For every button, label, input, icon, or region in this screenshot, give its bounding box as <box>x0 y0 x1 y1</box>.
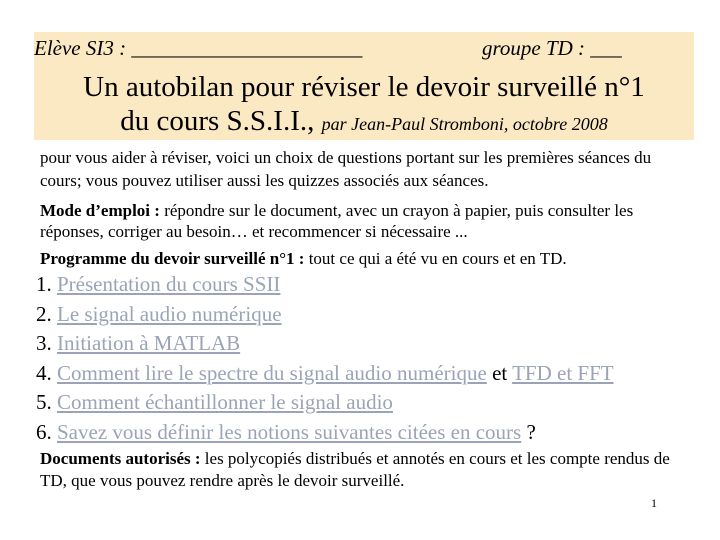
allowed-documents-label: Documents autorisés : <box>40 449 201 468</box>
topic-link-echantillonner[interactable]: Comment échantillonner le signal audio <box>57 390 393 414</box>
page-number: 1 <box>651 496 657 510</box>
topic-number: 4. <box>36 360 57 385</box>
topic-link-presentation[interactable]: Présentation du cours SSII <box>57 272 281 296</box>
topic-number: 3. <box>36 331 57 355</box>
allowed-documents-text: les polycopiés distribués et annotés en cours et les compte rendus de TD, que vous pouvez rendre après le devoir surveillé. <box>40 449 670 490</box>
intro-paragraph: pour vous aider à réviser, voici un choix de questions portant sur les premières séances du cours; vous pouvez utiliser aussi les quizzes associés aux séances. <box>40 148 652 190</box>
topic-link-notions[interactable]: Savez vous définir les notions suivantes citées en cours <box>57 419 522 444</box>
title-banner <box>34 32 694 140</box>
list-item <box>36 388 614 418</box>
exam-scope-text: tout ce qui a été vu en cours et en TD. <box>304 249 567 268</box>
list-item <box>36 270 614 300</box>
topic-number: 1. <box>36 272 57 296</box>
topic-link-tfd-fft[interactable]: TFD et FFT <box>512 360 614 385</box>
list-item <box>36 300 614 330</box>
list-item <box>36 418 614 448</box>
course-name: du cours S.S.I.I., <box>120 105 315 137</box>
exam-scope-paragraph <box>40 248 690 269</box>
author-credit: par Jean-Paul Stromboni, octobre 2008 <box>321 114 608 134</box>
title-line-1: Un autobilan pour réviser le devoir surveillé n°1 <box>83 71 645 103</box>
instructions-paragraph <box>40 200 690 242</box>
list-item <box>36 359 614 389</box>
topic-link-signal-audio[interactable]: Le signal audio numérique <box>57 301 282 326</box>
topic-number: 6. <box>36 419 57 444</box>
topic-joiner: et <box>486 360 513 385</box>
topic-link-spectre[interactable]: Comment lire le spectre du signal audio numérique <box>57 360 487 385</box>
topic-number: 5. <box>36 390 57 414</box>
topic-number: 2. <box>36 301 57 326</box>
list-item <box>36 329 614 359</box>
title-line-2 <box>34 104 694 141</box>
topic-link-matlab[interactable]: Initiation à MATLAB <box>57 331 241 355</box>
student-name-field[interactable]: Elève SI3 : ______________________ <box>34 36 363 60</box>
page-title <box>34 70 694 141</box>
topic-list <box>36 270 614 447</box>
instructions-label: Mode d’emploi : <box>40 201 160 220</box>
instructions-text: répondre sur le document, avec un crayon à papier, puis consulter les réponses, corriger au besoin… et recommencer si nécessaire ... <box>40 201 634 241</box>
exam-scope-label: Programme du devoir surveillé n°1 : <box>40 249 305 268</box>
td-group-field[interactable]: groupe TD : ___ <box>482 36 622 60</box>
question-mark: ? <box>521 419 536 444</box>
allowed-documents-paragraph <box>40 448 690 492</box>
